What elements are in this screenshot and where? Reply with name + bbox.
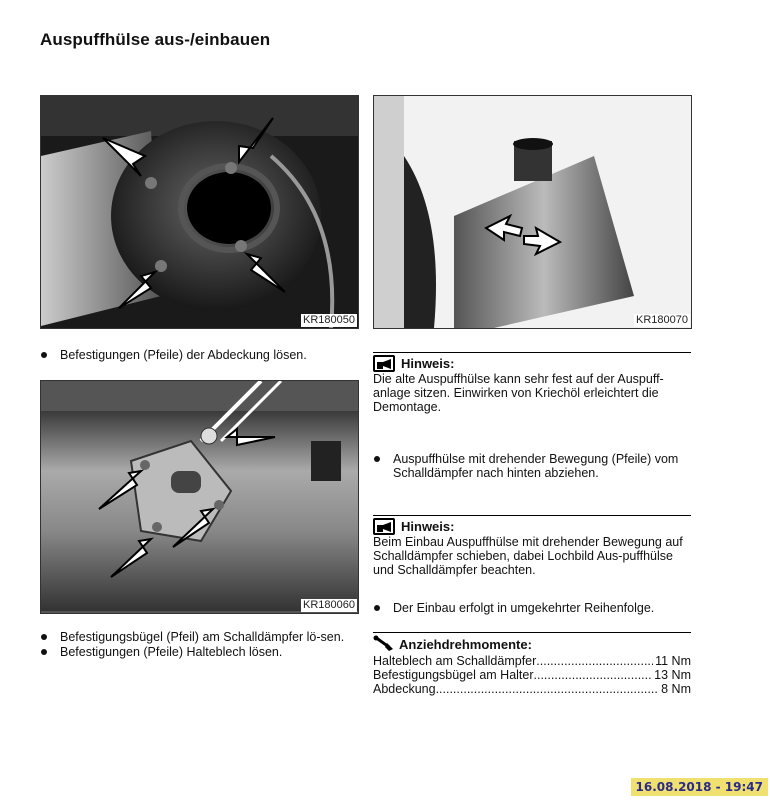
note-1 bbox=[373, 352, 691, 414]
bullet-icon bbox=[41, 649, 47, 655]
photo-code: KR180060 bbox=[303, 599, 355, 611]
note-text: Beim Einbau Auspuffhülse mit drehender Bewegung auf Schalldämpfer schieben, dabei Lochbild Aus-puffhülse und Schalldämpfer beachten. bbox=[373, 535, 683, 577]
table-row: Halteblech am Schalldämpfer ..... 11 Nm bbox=[373, 654, 691, 668]
step-list-4 bbox=[373, 601, 691, 616]
note-icon bbox=[373, 518, 395, 535]
table-row: Abdeckung ..... 8 Nm bbox=[373, 682, 691, 696]
list-item: Befestigungsbügel (Pfeil) am Schalldämpfer lö-sen. bbox=[40, 630, 365, 644]
step-list-1 bbox=[40, 348, 360, 363]
note-2 bbox=[373, 515, 691, 577]
torque-table bbox=[373, 632, 691, 696]
list-item: Befestigungen (Pfeile) Halteblech lösen. bbox=[40, 645, 365, 659]
bullet-icon bbox=[41, 352, 47, 358]
step-list-2 bbox=[40, 630, 365, 660]
photo-code: KR180050 bbox=[303, 314, 355, 326]
wrench-icon bbox=[373, 635, 395, 654]
photo-code: KR180070 bbox=[636, 314, 688, 326]
list-item: Auspuffhülse mit drehender Bewegung (Pfeile) vom Schalldämpfer nach hinten abziehen. bbox=[373, 452, 691, 480]
note-title: Hinweis: bbox=[401, 355, 455, 371]
bullet-icon bbox=[374, 605, 380, 611]
bullet-icon bbox=[374, 456, 380, 462]
page-title: Auspuffhülse aus-/einbauen bbox=[40, 30, 271, 49]
photo-cover-fasteners bbox=[40, 95, 359, 329]
note-icon bbox=[373, 355, 395, 372]
table-row: Befestigungsbügel am Halter ..... 13 Nm bbox=[373, 668, 691, 682]
list-item: Befestigungen (Pfeile) der Abdeckung lösen. bbox=[40, 348, 360, 362]
note-title: Hinweis: bbox=[401, 518, 455, 534]
note-text: Die alte Auspuffhülse kann sehr fest auf der Auspuff-anlage sitzen. Einwirken von Kriechöl erleichtert die Demontage. bbox=[373, 372, 664, 414]
list-item: Der Einbau erfolgt in umgekehrter Reihenfolge. bbox=[373, 601, 691, 615]
step-list-3 bbox=[373, 452, 691, 481]
photo-bracket-fasteners bbox=[40, 380, 359, 614]
torque-title: Anziehdrehmomente: bbox=[399, 636, 532, 652]
timestamp-stamp: 16.08.2018 - 19:47 bbox=[631, 778, 768, 796]
bullet-icon bbox=[41, 634, 47, 640]
photo-rotating-sleeve bbox=[373, 95, 692, 329]
